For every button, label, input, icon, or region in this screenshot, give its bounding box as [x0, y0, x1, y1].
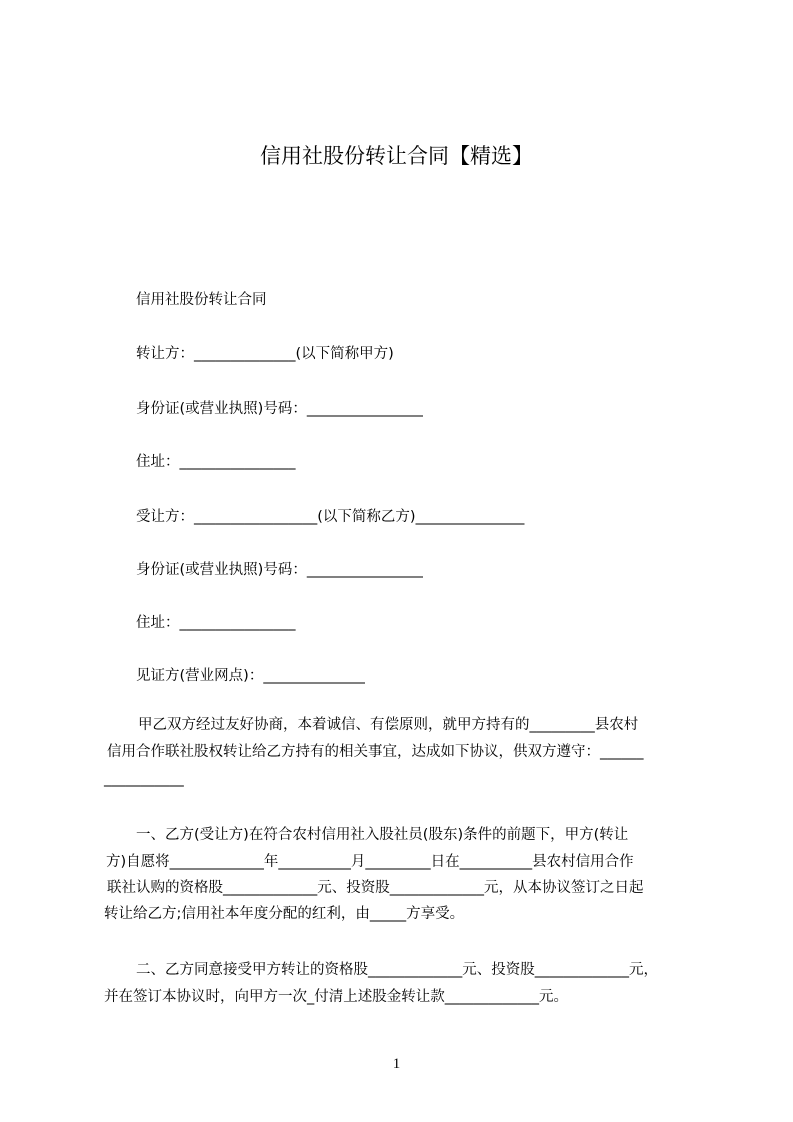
clause-1-line: 联社认购的资格股_____________元、投资股_____________元，从本协议签订之日起 [107, 880, 644, 896]
clause-1-line: 一、乙方(受让方)在符合农村信用社入股社员(股东)条件的前题下，甲方(转让 [136, 827, 629, 843]
transferor-address-line: 住址：________________ [136, 454, 296, 470]
document-title: 信用社股份转让合同【精选】 [260, 144, 533, 168]
contract-heading: 信用社股份转让合同 [136, 292, 267, 308]
preamble-line: 甲乙双方经过友好协商，本着诚信、有偿原则，就甲方持有的_________县农村 [138, 717, 639, 733]
clause-2-line: 二、乙方同意接受甲方转让的资格股_____________元、投资股_____________元， [136, 962, 658, 978]
transferee-id-line: 身份证(或营业执照)号码：________________ [136, 562, 423, 578]
transferor-line: 转让方：______________(以下简称甲方) [136, 346, 394, 362]
page-number: 1 [392, 1056, 401, 1072]
preamble-line: 信用合作联社股权转让给乙方持有的相关事宜，达成如下协议，供双方遵守：______ [107, 744, 644, 760]
transferee-address-line: 住址：________________ [136, 615, 296, 631]
witness-line: 见证方(营业网点)：______________ [136, 668, 365, 684]
transferor-id-line: 身份证(或营业执照)号码：________________ [136, 401, 423, 417]
transferee-line: 受让方：_________________(以下简称乙方)_______________ [136, 509, 525, 525]
preamble-line: ___________ [104, 771, 184, 787]
clause-2-line: 并在签订本协议时，向甲方一次_付清上述股金转让款_____________元。 [104, 989, 568, 1005]
clause-1-line: 转让给乙方;信用社本年度分配的红利，由_____方享受。 [104, 906, 465, 922]
clause-1-line: 方)自愿将_____________年__________月_________日在__________县农村信用合作 [106, 854, 634, 870]
